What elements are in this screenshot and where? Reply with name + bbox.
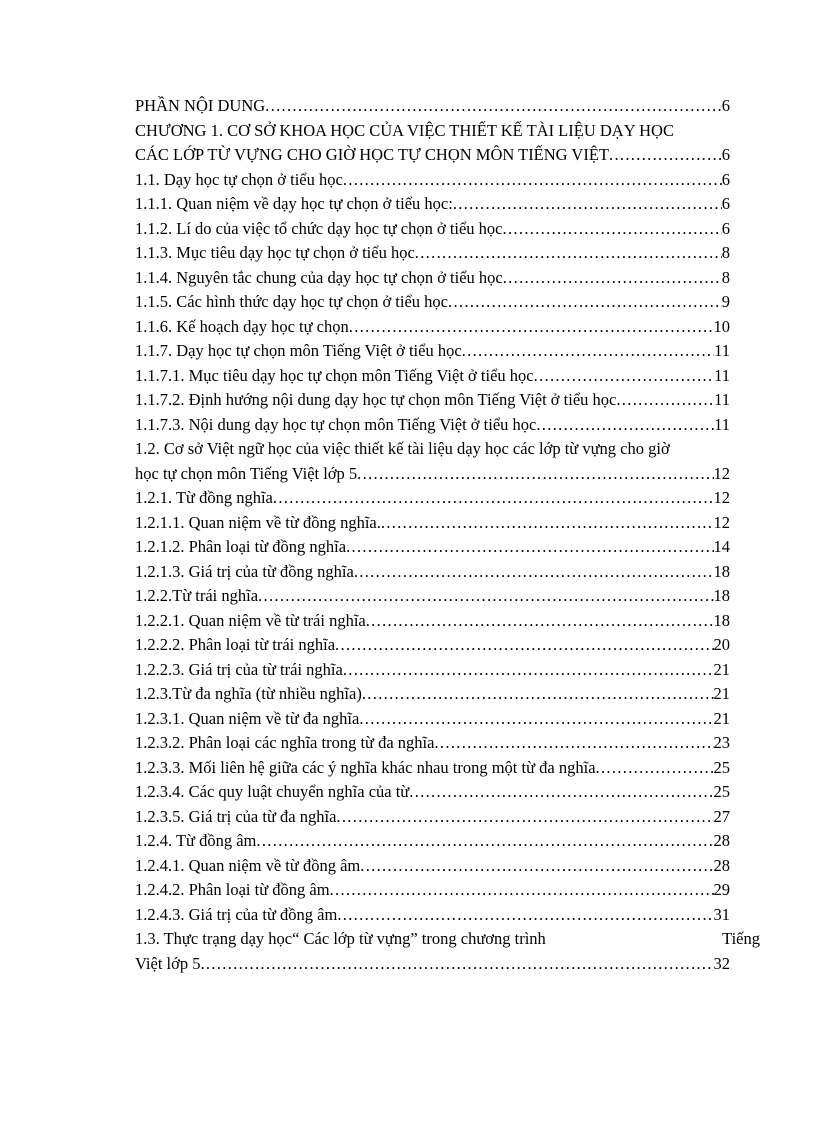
toc-entry-title: 1.1.5. Các hình thức dạy học tự chọn ở tiểu học xyxy=(135,292,449,311)
toc-page-number: 6 xyxy=(721,194,730,213)
toc-entry[interactable] xyxy=(135,560,760,585)
leader-dots xyxy=(343,658,714,683)
leader-dots xyxy=(448,290,722,315)
leader-dots xyxy=(265,94,722,119)
toc-entry[interactable] xyxy=(135,633,760,658)
toc-entry-title: PHẦN NỘI DUNG xyxy=(135,96,266,115)
toc-page-number: 12 xyxy=(713,512,730,532)
toc-entry[interactable] xyxy=(135,192,760,217)
toc-entry-title: 1.1.7.1. Mục tiêu dạy học tự chọn môn Tiếng Việt ở tiểu học xyxy=(135,365,534,385)
toc-page-number: 25 xyxy=(713,782,730,801)
toc-entry[interactable] xyxy=(135,584,760,609)
toc-entry-title: 1.2.4.1. Quan niệm về từ đồng âm xyxy=(135,855,361,875)
leader-dots xyxy=(536,413,714,438)
leader-dots xyxy=(336,805,713,830)
toc-entry[interactable] xyxy=(135,168,760,193)
toc-page-number: 10 xyxy=(713,316,730,336)
toc-entry-title: 1.2.4.2. Phân loại từ đồng âm xyxy=(135,880,330,899)
toc-entry[interactable] xyxy=(135,829,760,854)
leader-dots xyxy=(273,486,714,511)
toc-entry-title: CÁC LỚP TỪ VỰNG CHO GIỜ HỌC TỰ CHỌN MÔN TIẾNG VIỆT xyxy=(135,145,609,164)
toc-page-number: 6 xyxy=(721,169,730,189)
toc-entry-title: 1.2.4.3. Giá trị của từ đồng âm xyxy=(135,904,338,924)
leader-dots xyxy=(354,560,714,585)
leader-dots xyxy=(346,535,713,560)
toc-entry[interactable] xyxy=(135,241,760,266)
toc-page-number: 32 xyxy=(713,953,730,973)
toc-page-number: 12 xyxy=(713,488,730,507)
toc-page-number: 28 xyxy=(713,831,730,850)
leader-dots xyxy=(349,315,714,340)
leader-dots xyxy=(359,707,713,732)
toc-entry-title: Việt lớp 5 xyxy=(135,953,201,973)
leader-dots xyxy=(596,756,714,781)
toc-entry-title: 1.1.7.3. Nội dung dạy học tự chọn môn Tiếng Việt ở tiểu học xyxy=(135,414,537,434)
leader-dots xyxy=(357,462,713,487)
toc-entry[interactable] xyxy=(135,682,760,707)
toc-page-number: 6 xyxy=(721,218,730,238)
toc-entry-title: 1.2.3.5. Giá trị của từ đa nghĩa xyxy=(135,806,337,826)
toc-entry[interactable] xyxy=(135,903,760,928)
toc-entry-title: 1.1.2. Lí do của việc tổ chức dạy học tự chọn ở tiểu học xyxy=(135,218,503,238)
leader-dots xyxy=(609,143,722,168)
leader-dots xyxy=(256,829,713,854)
leader-dots xyxy=(415,241,722,266)
toc-entry-title: 1.1.7.2. Định hướng nội dung dạy học tự chọn môn Tiếng Việt ở tiểu học xyxy=(135,390,617,409)
leader-dots xyxy=(409,780,713,805)
leader-dots xyxy=(534,364,715,389)
leader-dots xyxy=(360,854,713,879)
toc-entry-title: 1.1.7. Dạy học tự chọn môn Tiếng Việt ở tiểu học xyxy=(135,341,462,360)
toc-page-number: 8 xyxy=(721,243,730,262)
leader-dots xyxy=(462,339,714,364)
toc-page-number: 6 xyxy=(721,96,730,115)
toc-entry-title: 1.2.2.Từ trái nghĩa xyxy=(135,586,259,605)
toc-page-number: 18 xyxy=(713,561,730,581)
toc-entry-title-continuation: Tiếng xyxy=(722,929,760,948)
toc-entry-title: 1.1.3. Mục tiêu dạy học tự chọn ở tiểu học xyxy=(135,243,415,262)
toc-entry[interactable] xyxy=(135,486,760,511)
toc-entry[interactable] xyxy=(135,462,760,487)
toc-entry-title: 1.2.2.2. Phân loại từ trái nghĩa xyxy=(135,635,336,654)
leader-dots xyxy=(337,903,713,928)
toc-page-number: 21 xyxy=(713,684,730,703)
toc-page-number: 9 xyxy=(721,292,730,311)
toc-entry-title: 1.1.6. Kế hoạch dạy học tự chọn xyxy=(135,316,349,336)
toc-entry-title: 1.1.1. Quan niệm về dạy học tự chọn ở tiểu học: xyxy=(135,194,453,213)
leader-dots xyxy=(616,388,714,413)
toc-entry-title: CHƯƠNG 1. CƠ SỞ KHOA HỌC CỦA VIỆC THIẾT KẾ TÀI LIỆU DẠY HỌC xyxy=(135,120,674,140)
leader-dots xyxy=(335,633,713,658)
toc-entry[interactable] xyxy=(135,388,760,413)
leader-dots xyxy=(343,168,722,193)
toc-page-number: 18 xyxy=(713,610,730,630)
toc-page-number: 21 xyxy=(713,659,730,679)
toc-page-number: 11 xyxy=(714,390,730,409)
toc-entry[interactable] xyxy=(135,658,760,683)
toc-page-number: 8 xyxy=(721,267,730,287)
toc-page-number: 27 xyxy=(713,806,730,826)
toc-entry-title: 1.2.2.1. Quan niệm về từ trái nghĩa xyxy=(135,610,366,630)
toc-entry[interactable] xyxy=(135,290,760,315)
toc-entry[interactable] xyxy=(135,780,760,805)
toc-entry-title: 1.2.4. Từ đồng âm xyxy=(135,831,257,850)
toc-entry-title: học tự chọn môn Tiếng Việt lớp 5 xyxy=(135,463,358,483)
toc-entry[interactable] xyxy=(135,437,760,462)
toc-entry[interactable] xyxy=(135,119,760,144)
leader-dots xyxy=(503,266,722,291)
leader-dots xyxy=(503,217,722,242)
toc-page-number: 28 xyxy=(713,855,730,875)
toc-entry-title: 1.2.2.3. Giá trị của từ trái nghĩa xyxy=(135,659,343,679)
leader-dots xyxy=(362,682,714,707)
toc-page-number: 21 xyxy=(713,708,730,728)
leader-dots xyxy=(434,731,713,756)
table-of-contents xyxy=(135,94,760,976)
toc-entry-title: 1.1.4. Nguyên tắc chung của dạy học tự chọn ở tiểu học xyxy=(135,267,503,287)
leader-dots xyxy=(381,511,714,536)
toc-entry[interactable] xyxy=(135,805,760,830)
toc-entry[interactable] xyxy=(135,854,760,879)
toc-page-number: 18 xyxy=(713,586,730,605)
toc-entry[interactable] xyxy=(135,535,760,560)
toc-entry-title: 1.2. Cơ sở Việt ngữ học của việc thiết kế tài liệu dạy học các lớp từ vựng cho giờ xyxy=(135,439,670,458)
toc-page-number: 12 xyxy=(713,463,730,483)
toc-entry-title: 1.2.3.1. Quan niệm về từ đa nghĩa xyxy=(135,708,360,728)
toc-entry-title: 1.2.1.3. Giá trị của từ đồng nghĩa xyxy=(135,561,354,581)
toc-entry[interactable] xyxy=(135,94,760,119)
toc-entry-title: 1.2.3.4. Các quy luật chuyển nghĩa của từ xyxy=(135,782,410,801)
toc-entry[interactable] xyxy=(135,266,760,291)
toc-entry[interactable] xyxy=(135,609,760,634)
toc-entry[interactable] xyxy=(135,364,760,389)
toc-entry[interactable] xyxy=(135,878,760,903)
toc-entry[interactable] xyxy=(135,927,760,952)
toc-entry[interactable] xyxy=(135,413,760,438)
toc-entry-title: 1.2.1.1. Quan niệm về từ đồng nghĩa. xyxy=(135,512,381,532)
toc-entry[interactable] xyxy=(135,707,760,732)
leader-dots xyxy=(258,584,713,609)
toc-entry-title: 1.2.3.3. Mối liên hệ giữa các ý nghĩa khác nhau trong một từ đa nghĩa xyxy=(135,757,596,777)
toc-entry[interactable] xyxy=(135,339,760,364)
toc-page-number: 6 xyxy=(721,145,730,164)
toc-entry-title: 1.1. Dạy học tự chọn ở tiểu học xyxy=(135,169,343,189)
toc-entry[interactable] xyxy=(135,952,760,977)
toc-entry-title: 1.2.3.Từ đa nghĩa (từ nhiều nghĩa) xyxy=(135,684,362,703)
toc-page-number: 25 xyxy=(713,757,730,777)
leader-dots xyxy=(330,878,714,903)
toc-entry-title: 1.2.1.2. Phân loại từ đồng nghĩa xyxy=(135,537,347,556)
leader-dots xyxy=(200,952,713,977)
toc-entry-title: 1.3. Thực trạng dạy học“ Các lớp từ vựng” trong chương trình xyxy=(135,929,546,948)
toc-entry[interactable] xyxy=(135,315,760,340)
toc-page-number: 31 xyxy=(713,904,730,924)
toc-page-number: 11 xyxy=(714,365,730,385)
toc-entry[interactable] xyxy=(135,217,760,242)
toc-entry[interactable] xyxy=(135,511,760,536)
toc-page-number: 11 xyxy=(714,341,730,360)
toc-entry[interactable] xyxy=(135,731,760,756)
toc-entry-title: 1.2.3.2. Phân loại các nghĩa trong từ đa nghĩa xyxy=(135,733,435,752)
leader-dots xyxy=(453,192,722,217)
toc-page-number: 23 xyxy=(713,733,730,752)
toc-entry[interactable] xyxy=(135,756,760,781)
toc-entry-title: 1.2.1. Từ đồng nghĩa xyxy=(135,488,273,507)
leader-dots xyxy=(366,609,714,634)
toc-page-number: 11 xyxy=(714,414,730,434)
toc-page-number: 14 xyxy=(713,537,730,556)
toc-page-number: 29 xyxy=(713,880,730,899)
toc-entry[interactable] xyxy=(135,143,760,168)
toc-page-number: 20 xyxy=(713,635,730,654)
